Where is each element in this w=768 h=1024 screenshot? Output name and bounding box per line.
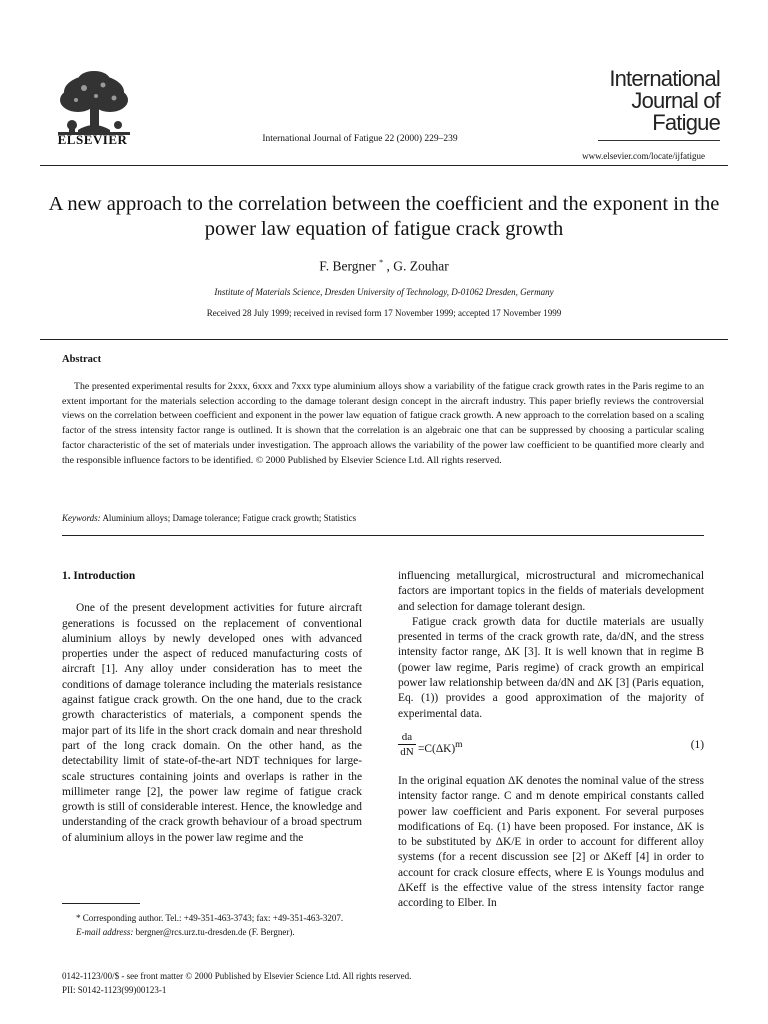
email-label: E-mail address:: [76, 926, 134, 937]
author-bergner[interactable]: F. Bergner: [319, 258, 376, 274]
keywords-label: Keywords:: [62, 513, 101, 523]
footnote-divider: [62, 903, 140, 904]
equation-fraction: [398, 730, 416, 759]
keywords-line: [62, 513, 704, 523]
publisher-name: ELSEVIER: [57, 132, 128, 147]
abstract-text: The presented experimental results for 2xxx, 6xxx and 7xxx type aluminium alloys show a variability of the fatigue crack growth rates in the Paris regime to an extent important for the materials selection according to the damage tolerant design concept in the aircraft industry. This paper briefly reviews the controversial views on the correlation between coefficient and exponent in the power law equation of fatigue crack growth. A new approach to the correlation based on a scaling factor of the stress intensity factor range is outlined. It is shown that the correlation is an algebraic one that can be suppressed by choosing a particular scaling factor characteristic of the set of materials under investigation. The approach allows the variability of the power law coefficient to be quantified more clearly and the responsible influence factors to be identified. © 2000 Published by Elsevier Science Ltd. All rights reserved.: [62, 381, 704, 466]
issn-line: 0142-1123/00/$ - see front matter © 2000 Published by Elsevier Science Ltd. All rights reserved.: [62, 971, 412, 981]
intro-paragraph-2: Fatigue crack growth data for ductile materials are usually presented in terms of the crack growth rate, da/dN, and the stress intensity factor range, ΔK [3]. It is well known that in regime B (power law regime, Paris regime) of crack growth an empirical power law relationship between da/dN and ΔK [3] (Paris equation, Eq. (1)) provides a good approximation of the majority of experimental data.: [398, 615, 704, 720]
journal-logo-rule: [598, 140, 720, 141]
article-authors: [40, 258, 728, 275]
footnote-corresponding: * Corresponding author. Tel.: +49-351-463-3743; fax: +49-351-463-3207.: [76, 913, 344, 923]
article-title: A new approach to the correlation between the coefficient and the exponent in the power law equation of fatigue crack growth: [48, 193, 720, 240]
abstract-divider-top: [40, 339, 728, 340]
pii-line: PII: S0142-1123(99)00123-1: [62, 984, 167, 995]
author-zouhar[interactable]: , G. Zouhar: [386, 258, 449, 274]
journal-citation: International Journal of Fatigue 22 (2000) 229–239: [262, 134, 458, 144]
received-dates: Received 28 July 1999; received in revised form 17 November 1999; accepted 17 November 1999: [206, 308, 562, 318]
right-column: [398, 569, 704, 912]
footnote-email-line: [62, 926, 362, 940]
equation-numerator: da: [398, 730, 416, 745]
paris-equation: [398, 728, 704, 770]
equation-number: (1): [690, 738, 704, 751]
intro-paragraph-1-continued: influencing metallurgical, microstructural and micromechanical factors are important topics in the fields of materials development and selection for damage tolerant design.: [398, 570, 704, 613]
email-owner: (F. Bergner).: [248, 926, 295, 937]
equation-rhs: [418, 738, 463, 757]
email-link[interactable]: bergner@rcs.urz.tu-dresden.de: [135, 926, 247, 937]
equation-exponent: m: [455, 739, 463, 750]
keywords-list: Aluminium alloys; Damage tolerance; Fatigue crack growth; Statistics: [102, 513, 357, 523]
intro-paragraph-3: In the original equation ΔK denotes the nominal value of the stress intensity factor range. C and m denote empirical constants called power law coefficient and Paris exponent. For several purposes modifications of Eq. (1) have been proposed. For instance, ΔK is to be substituted by ΔK/E in order to account for different alloy systems (for a recent discussion see [2] or ΔKeff [4] in order to account for crack closure effects, where E is Youngs modulus and ΔKeff is the effective value of the stress intensity factor range according to Elber. In: [398, 774, 704, 910]
section-heading-introduction: 1. Introduction: [62, 570, 136, 582]
footnote: [62, 912, 362, 939]
journal-url-link[interactable]: www.elsevier.com/locate/ijfatigue: [582, 151, 705, 161]
header-divider: [40, 165, 728, 166]
journal-logo: [580, 68, 720, 134]
left-column: [62, 569, 362, 846]
abstract-divider-bottom: [62, 535, 704, 536]
intro-paragraph-1: One of the present development activities for future aircraft generations is focussed on the replacement of conventional aluminium alloys by newly developed ones with advanced properties under the aspect of reduced manufacturing costs of aircraft [1]. Any alloy under consideration has to meet the conditions of damage tolerance including the materials resistance against fatigue crack growth. On the one hand, due to the crack growth characteristics of materials, a component spends the major part of its life in the short crack domain and near threshold part of the long crack domain. On the other hand, as the detectability limit of state-of-the-art NDT techniques for large-scale structures containing joints and overlaps is rather in the millimeter range [2], the power law regime of fatigue crack growth is still of considerable interest. Hence, the knowledge and understanding of the crack growth behaviour of a broad spectrum of aluminium alloys in the power law regime and the: [62, 602, 362, 844]
journal-logo-line-3: Fatigue: [652, 110, 720, 135]
equation-denominator: dN: [400, 745, 414, 758]
author-affiliation: Institute of Materials Science, Dresden University of Technology, D-01062 Dresden, Germany: [214, 287, 554, 297]
equation-rhs-base: =C(ΔK): [418, 742, 456, 755]
abstract-heading: Abstract: [62, 354, 102, 365]
corresponding-author-mark[interactable]: *: [379, 258, 384, 267]
journal-logo-line-2: Journal of: [631, 88, 720, 113]
page-footer: [62, 970, 562, 997]
journal-logo-line-1: International: [609, 66, 720, 91]
